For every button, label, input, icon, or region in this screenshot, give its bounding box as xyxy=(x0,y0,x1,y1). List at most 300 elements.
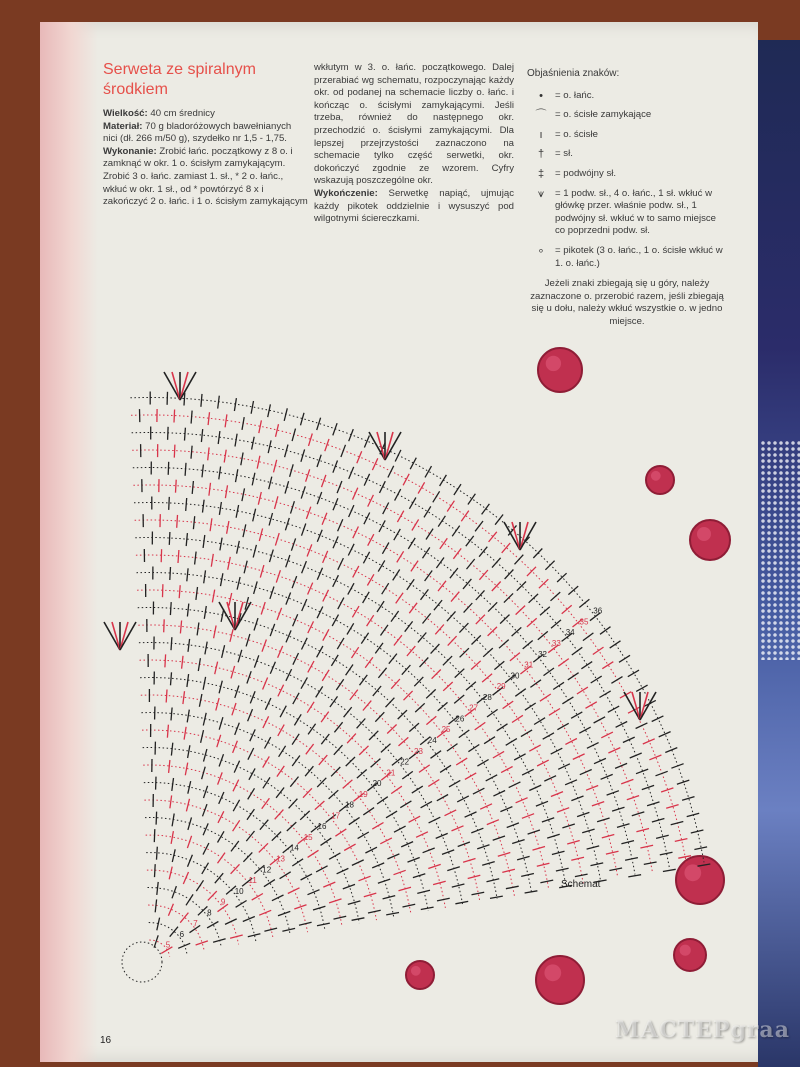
stitch-mark xyxy=(300,811,310,820)
stitch-mark xyxy=(656,835,669,838)
stitch-mark xyxy=(611,677,622,684)
stitch-mark xyxy=(515,689,526,697)
stitch-mark xyxy=(418,482,425,493)
stitch-mark xyxy=(421,801,432,807)
stitch-mark xyxy=(393,570,400,581)
page-number: 16 xyxy=(100,1035,112,1046)
stitch-mark xyxy=(244,561,247,574)
stitch-mark xyxy=(454,484,461,495)
stitch-mark xyxy=(219,754,223,766)
stitch-mark xyxy=(195,552,197,565)
stitch-mark xyxy=(476,615,485,624)
stitch-mark xyxy=(293,614,298,626)
round-number: 14 xyxy=(289,843,299,853)
stitch-mark xyxy=(292,734,299,745)
stitch-mark xyxy=(317,530,322,542)
stitch-mark xyxy=(224,450,226,463)
stitch-mark xyxy=(367,574,374,585)
stitch-mark xyxy=(412,519,419,530)
chain-row xyxy=(133,485,617,878)
round-number: 22 xyxy=(400,757,410,767)
round-number: 19 xyxy=(358,789,368,799)
stitch-mark xyxy=(172,778,174,791)
stitch-mark xyxy=(302,561,307,573)
stitch-mark xyxy=(372,863,384,868)
legend-text: = o. ścisłe zamykające xyxy=(555,109,652,121)
stitch-mark xyxy=(544,668,555,676)
stitch-mark xyxy=(270,662,275,674)
stitch-mark xyxy=(186,894,193,905)
stitch-mark xyxy=(186,498,187,511)
stitch-mark xyxy=(169,497,170,510)
stitch-mark xyxy=(291,538,295,550)
stitch-mark xyxy=(204,570,206,583)
chain-row xyxy=(144,800,307,932)
shell-stitch xyxy=(385,432,393,460)
stitch-mark xyxy=(319,755,328,765)
chain-row xyxy=(143,765,342,929)
stitch-mark xyxy=(155,864,156,877)
stitch-mark xyxy=(609,868,622,871)
stitch-mark xyxy=(581,662,592,669)
material-label: Materiał: xyxy=(103,120,143,132)
legend-text: = sł. xyxy=(555,148,573,160)
chain-row xyxy=(142,730,377,920)
stitch-mark xyxy=(277,766,284,777)
watermark: МАСТЕРgraa xyxy=(615,1017,790,1043)
stitch-mark xyxy=(337,868,349,873)
shell-stitch xyxy=(172,372,180,400)
stitch-mark xyxy=(420,658,429,668)
shell-stitch xyxy=(164,372,180,400)
flower-petal xyxy=(406,961,434,989)
shell-stitch xyxy=(369,432,385,460)
stitch-mark xyxy=(587,846,600,849)
stitch-mark xyxy=(230,629,233,642)
stitch-mark xyxy=(305,766,313,776)
stitch-mark xyxy=(287,822,297,831)
stitch-mark xyxy=(368,910,381,913)
stitch-mark xyxy=(201,730,204,743)
stitch-mark xyxy=(334,722,342,732)
stitch-mark xyxy=(378,668,386,678)
legend-note: Jeżeli znaki zbiegają się u góry, należy zaznaczone o. przerobić razem, jeśli zbiegają się u dołu, należy wkłuć wszystkie o. w jedno miejsce. xyxy=(530,278,724,327)
stitch-mark xyxy=(665,748,677,753)
stitch-mark xyxy=(600,627,611,635)
legend-text: = o. łańc. xyxy=(555,89,595,101)
stitch-mark xyxy=(228,557,231,570)
stitch-mark xyxy=(315,801,325,810)
stitch-mark xyxy=(292,756,300,767)
legend-symbol-icon: † xyxy=(537,148,545,161)
stitch-mark xyxy=(197,623,199,636)
stitch-mark xyxy=(168,427,169,440)
stitch-mark xyxy=(397,551,404,562)
stitch-mark xyxy=(540,880,553,883)
stitch-mark xyxy=(553,682,564,689)
stitch-mark xyxy=(565,739,577,745)
stitch-mark xyxy=(259,420,262,433)
stitch-mark xyxy=(157,847,158,860)
stitch-mark xyxy=(403,904,416,907)
legend-symbol-icon: ‡ xyxy=(537,167,545,180)
stitch-mark xyxy=(363,592,370,603)
stitch-mark xyxy=(193,516,194,529)
stitch-mark xyxy=(201,394,202,407)
stitch-mark xyxy=(438,581,446,591)
stitch-mark xyxy=(174,410,175,423)
stitch-mark xyxy=(176,480,177,493)
stitch-mark xyxy=(507,823,519,828)
stitch-mark xyxy=(292,576,297,588)
stitch-mark xyxy=(506,739,517,746)
stitch-mark xyxy=(378,879,390,883)
stitch-mark xyxy=(230,935,243,938)
stitch-mark xyxy=(440,765,451,772)
stitch-mark xyxy=(466,536,474,546)
stitch-mark xyxy=(562,605,572,613)
stitch-mark xyxy=(551,748,563,754)
stitch-mark xyxy=(233,800,239,811)
stitch-mark xyxy=(551,792,563,797)
stitch-mark xyxy=(317,778,326,787)
stitch-mark xyxy=(361,633,368,644)
stitch-mark xyxy=(294,714,301,725)
stitch-mark xyxy=(187,836,191,848)
stitch-mark xyxy=(321,838,332,845)
stitch-mark xyxy=(538,631,548,639)
stitch-mark xyxy=(285,445,288,458)
round-number: 36 xyxy=(593,606,603,616)
stitch-mark xyxy=(387,725,396,734)
stitch-mark xyxy=(352,918,365,921)
stitch-mark xyxy=(498,853,511,857)
stitch-mark xyxy=(352,860,364,866)
stitch-mark xyxy=(231,666,235,679)
stitch-mark xyxy=(551,620,561,628)
stitch-mark xyxy=(475,521,483,531)
stitch-mark xyxy=(586,702,597,709)
stitch-mark xyxy=(349,817,360,824)
stitch-mark xyxy=(349,505,354,517)
round-number: 21 xyxy=(386,768,396,778)
stitch-mark xyxy=(302,638,308,650)
stitch-mark xyxy=(371,759,381,768)
stitch-mark xyxy=(476,590,485,600)
stitch-mark xyxy=(321,712,329,723)
stitch-mark xyxy=(335,829,346,836)
stitch-mark xyxy=(323,882,335,887)
stitch-mark xyxy=(488,627,497,636)
stitch-mark xyxy=(557,808,569,812)
petal-highlight xyxy=(651,471,661,481)
stitch-mark xyxy=(157,882,158,895)
stitch-mark xyxy=(409,603,417,613)
stitch-mark xyxy=(571,857,584,860)
stitch-mark xyxy=(453,548,461,558)
stitch-mark xyxy=(451,592,459,602)
shell-stitch xyxy=(180,372,196,400)
stitch-mark xyxy=(202,464,203,477)
stitch-mark xyxy=(495,515,503,525)
stitch-mark xyxy=(174,445,175,458)
stitch-mark xyxy=(380,838,392,844)
stitch-mark xyxy=(203,677,206,690)
stitch-mark xyxy=(187,604,188,617)
stitch-mark xyxy=(269,477,272,490)
shell-stitch xyxy=(640,692,656,720)
stitch-mark xyxy=(411,561,418,572)
stitch-mark xyxy=(405,621,413,631)
stitch-mark xyxy=(213,939,226,943)
stitch-mark xyxy=(363,808,374,815)
stitch-mark xyxy=(409,723,419,732)
stitch-mark xyxy=(233,820,240,831)
stitch-mark xyxy=(233,780,239,792)
stitch-mark xyxy=(571,712,582,718)
stitch-mark xyxy=(187,674,189,687)
stitch-mark xyxy=(557,723,568,729)
stitch-mark xyxy=(188,639,190,652)
stitch-mark xyxy=(502,869,515,872)
stitch-mark xyxy=(229,593,232,606)
stitch-mark xyxy=(493,751,504,758)
stitch-mark xyxy=(542,818,554,822)
stitch-mark xyxy=(225,485,227,498)
diagram-fan xyxy=(104,372,710,982)
stitch-mark xyxy=(263,716,269,728)
stitch-mark xyxy=(225,919,237,925)
stitch-mark xyxy=(165,654,166,667)
stitch-mark xyxy=(235,723,240,735)
stitch-mark xyxy=(251,401,253,414)
stitch-mark xyxy=(426,529,433,540)
stitch-mark xyxy=(263,777,270,788)
stitch-mark xyxy=(192,481,193,494)
shell-stitch xyxy=(624,692,640,720)
stitch-mark xyxy=(183,872,188,884)
stitch-mark xyxy=(398,710,407,719)
stitch-mark xyxy=(628,875,641,877)
shell-stitch xyxy=(640,692,648,720)
stitch-mark xyxy=(349,429,354,441)
stitch-mark xyxy=(170,927,178,937)
stitch-mark xyxy=(301,449,305,461)
stitch-mark xyxy=(231,864,240,874)
stitch-mark xyxy=(573,754,585,760)
stitch-mark xyxy=(545,561,554,570)
stitch-mark xyxy=(394,870,406,874)
stitch-mark xyxy=(329,853,340,859)
stitch-mark xyxy=(219,717,223,730)
stitch-mark xyxy=(597,818,610,822)
stitch-mark xyxy=(222,645,225,658)
stitch-mark xyxy=(397,511,403,522)
stitch-mark xyxy=(400,801,411,808)
stitch-mark xyxy=(540,607,550,616)
stitch-mark xyxy=(171,637,172,650)
stitch-mark xyxy=(455,901,468,903)
stitch-mark xyxy=(254,581,258,594)
round-number: 18 xyxy=(345,800,354,810)
flower-petal xyxy=(536,956,584,1004)
stitch-mark xyxy=(177,515,178,528)
stitch-mark xyxy=(225,414,227,427)
stitch-mark xyxy=(458,842,470,847)
stitch-mark xyxy=(187,710,189,723)
stitch-mark xyxy=(349,467,354,479)
stitch-mark xyxy=(621,779,633,784)
stitch-mark xyxy=(219,681,222,694)
stitch-mark xyxy=(263,678,268,690)
stitch-mark xyxy=(276,570,280,582)
round-number: 23 xyxy=(414,746,423,756)
stitch-mark xyxy=(288,888,300,894)
chain-row xyxy=(132,450,652,871)
stitch-mark xyxy=(533,847,546,851)
stitch-mark xyxy=(269,513,272,526)
stitch-mark xyxy=(540,694,551,701)
stitch-mark xyxy=(316,866,328,872)
stitch-mark xyxy=(647,802,659,806)
stitch-mark xyxy=(456,758,467,765)
stitch-mark xyxy=(517,582,526,591)
flower-petals xyxy=(406,348,730,1004)
stitch-mark xyxy=(434,600,442,610)
stitch-mark xyxy=(419,765,430,773)
stitch-mark xyxy=(337,481,342,493)
stitch-mark xyxy=(418,633,426,643)
stitch-mark xyxy=(212,590,214,603)
stitch-mark xyxy=(364,513,370,525)
stitch-mark xyxy=(539,579,548,588)
flower-petal xyxy=(690,520,730,560)
stitch-mark xyxy=(558,659,569,667)
round-number: 15 xyxy=(303,832,313,842)
chain-row xyxy=(134,503,601,881)
stitch-mark xyxy=(363,552,369,564)
stitch-mark xyxy=(188,817,192,830)
stitch-mark xyxy=(306,744,314,754)
stitch-mark xyxy=(231,841,239,851)
stitch-mark xyxy=(528,830,540,834)
stitch-mark xyxy=(301,413,305,426)
stitch-mark xyxy=(184,393,185,406)
stitch-mark xyxy=(252,894,263,901)
stitch-mark xyxy=(389,654,397,664)
stitch-mark xyxy=(386,913,399,915)
stitch-mark xyxy=(414,677,423,686)
shell-stitch xyxy=(120,622,128,650)
size-value: 40 cm średnicy xyxy=(150,108,215,119)
stitch-mark xyxy=(275,496,278,509)
stitch-mark xyxy=(302,599,307,611)
size-label: Wielkość: xyxy=(103,108,148,119)
stitch-mark xyxy=(530,680,541,688)
stitch-mark xyxy=(357,770,367,779)
stitch-mark xyxy=(471,828,483,833)
stitch-mark xyxy=(264,880,275,887)
shell-stitch xyxy=(227,602,235,630)
stitch-mark xyxy=(347,623,354,634)
stitch-mark xyxy=(357,451,362,463)
stitch-mark xyxy=(306,469,310,481)
stitch-mark xyxy=(202,767,206,780)
stitch-mark xyxy=(477,760,488,767)
shell-stitch xyxy=(104,622,120,650)
stitch-mark xyxy=(265,737,271,748)
stitch-mark xyxy=(352,606,359,617)
stitch-mark xyxy=(522,769,534,775)
stitch-mark xyxy=(580,770,592,775)
chain-row xyxy=(135,520,584,884)
stitch-mark xyxy=(433,491,440,502)
stitch-mark xyxy=(353,527,359,539)
stitch-mark xyxy=(214,626,217,639)
stitch-mark xyxy=(442,850,454,855)
stitch-mark xyxy=(180,913,188,923)
stitch-mark xyxy=(317,646,323,657)
stitch-mark xyxy=(260,820,268,830)
stitch-mark xyxy=(201,429,202,442)
stitch-mark xyxy=(309,434,313,446)
stitch-mark xyxy=(344,844,355,850)
stitch-mark xyxy=(358,832,369,839)
stitch-mark xyxy=(168,462,169,475)
stitch-mark xyxy=(308,890,320,895)
stitch-mark xyxy=(394,635,402,645)
stitch-mark xyxy=(493,791,505,797)
shell-stitch xyxy=(632,692,640,720)
stitch-mark xyxy=(209,483,211,496)
stitch-mark xyxy=(263,756,270,767)
stitch-mark xyxy=(348,901,361,905)
stitch-mark xyxy=(331,655,338,666)
stitch-mark xyxy=(601,732,613,738)
shell-stitch xyxy=(520,522,528,550)
stitch-mark xyxy=(410,458,416,470)
stitch-mark xyxy=(395,450,401,462)
stitch-mark xyxy=(583,633,594,641)
shell-stitch xyxy=(112,622,120,650)
stitch-mark xyxy=(166,690,167,703)
legend-text: = pikotek (3 o. łańc., 1 o. ścisłe wkłuć w 1. o. łańc.) xyxy=(555,244,723,269)
stitch-mark xyxy=(278,646,283,658)
stitch-mark xyxy=(562,697,573,704)
stitch-mark xyxy=(381,744,391,753)
stitch-mark xyxy=(437,898,450,901)
stitch-mark xyxy=(218,431,220,444)
stitch-mark xyxy=(457,796,469,802)
legend-symbol-icon: ⌒ xyxy=(535,109,547,122)
stitch-mark xyxy=(636,723,648,729)
stitch-mark xyxy=(338,558,344,570)
round-number: 26 xyxy=(455,714,465,724)
round-number: 30 xyxy=(510,671,520,681)
stitch-mark xyxy=(425,571,433,582)
stitch-mark xyxy=(421,589,429,599)
stitch-mark xyxy=(556,868,569,871)
petal-highlight xyxy=(544,964,561,981)
stitch-mark xyxy=(234,761,239,773)
stitch-mark xyxy=(501,767,512,773)
stitch-mark xyxy=(308,850,319,857)
stitch-mark xyxy=(248,934,261,937)
stitch-mark xyxy=(241,453,243,466)
chain-row xyxy=(132,433,670,869)
stitch-mark xyxy=(461,511,469,522)
stitch-mark xyxy=(352,647,359,658)
